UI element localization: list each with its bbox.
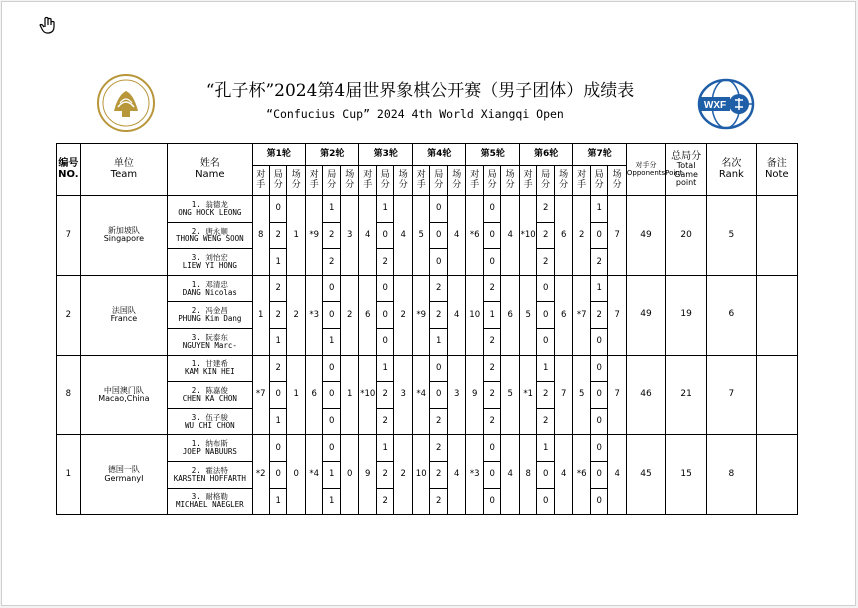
header-r6-sub-2: 局分 — [537, 166, 554, 196]
header-no: 编号 NO. — [57, 144, 81, 196]
header-r2-sub-2: 局分 — [323, 166, 340, 196]
game-score-cell: 0 — [483, 461, 500, 488]
match-score-cell: 2 — [394, 275, 413, 355]
game-score-cell: 2 — [483, 382, 500, 409]
match-score-cell: 7 — [554, 355, 573, 435]
total-cell: 20 — [666, 196, 707, 276]
game-score-cell: 0 — [430, 382, 447, 409]
header-round-1: 第1轮 — [252, 144, 305, 166]
game-score-cell: 0 — [590, 488, 607, 515]
game-score-cell: 2 — [430, 275, 447, 302]
header-team: 单位 Team — [80, 144, 167, 196]
match-score-cell: 7 — [608, 196, 627, 276]
team-number: 2 — [57, 275, 81, 355]
team-number: 1 — [57, 435, 81, 515]
game-score-cell: 0 — [430, 196, 447, 223]
player-name-cn: 3. 伍子骏 — [191, 412, 228, 422]
game-score-cell: 2 — [430, 435, 447, 462]
player-name-cn: 1. 翁德龙 — [191, 199, 228, 209]
rank-cell: 5 — [707, 196, 756, 276]
match-score-cell: 2 — [340, 275, 359, 355]
total-cell: 21 — [666, 355, 707, 435]
wxf-logo — [696, 78, 756, 130]
player-name-cell — [168, 249, 252, 276]
game-score-cell: 1 — [270, 328, 287, 355]
game-score-cell: 2 — [483, 328, 500, 355]
game-score-cell: 0 — [323, 382, 340, 409]
game-score-cell: 2 — [483, 355, 500, 382]
match-score-cell: 4 — [394, 196, 413, 276]
header-r7-sub-2: 局分 — [590, 166, 607, 196]
opponent-cell: *4 — [412, 355, 429, 435]
opponent-cell: *7 — [252, 355, 269, 435]
player-name-cn: 2. 霍法特 — [191, 465, 228, 475]
opponent-cell: 9 — [359, 435, 376, 515]
player-name-en: CHEN KA CHON — [182, 393, 237, 403]
opponent-cell: *9 — [306, 196, 323, 276]
game-score-cell: 2 — [376, 249, 393, 276]
rank-cell: 6 — [707, 275, 756, 355]
player-name-cn: 2. 唐永顺 — [191, 226, 228, 236]
confucius-cup-logo — [96, 73, 156, 133]
match-score-cell: 4 — [501, 435, 520, 515]
match-score-cell: 2 — [394, 435, 413, 515]
game-score-cell: 1 — [270, 408, 287, 435]
game-score-cell: 1 — [376, 355, 393, 382]
team-number: 8 — [57, 355, 81, 435]
game-score-cell: 0 — [323, 408, 340, 435]
header-r2-sub-3: 场分 — [340, 166, 359, 196]
game-score-cell: 2 — [483, 408, 500, 435]
player-name-cell — [168, 382, 252, 409]
game-score-cell: 2 — [537, 249, 554, 276]
game-score-cell: 2 — [430, 302, 447, 329]
player-name-en: LIEW YI HONG — [182, 260, 237, 270]
game-score-cell: 0 — [483, 435, 500, 462]
page-title-en: “Confucius Cup” 2024 4th World Xiangqi Open — [266, 107, 564, 121]
game-score-cell: 1 — [430, 328, 447, 355]
game-score-cell: 2 — [483, 275, 500, 302]
note-cell — [756, 196, 797, 276]
game-score-cell: 2 — [590, 249, 607, 276]
game-score-cell: 2 — [376, 488, 393, 515]
game-score-cell: 0 — [376, 302, 393, 329]
opponent-cell: 1 — [252, 275, 269, 355]
player-name-en: KAM KIN HEI — [184, 367, 235, 377]
header-r7-sub-1: 对手 — [573, 166, 590, 196]
player-name-cn: 3. 刘怡宏 — [191, 253, 228, 263]
player-name-cell — [168, 222, 252, 249]
header-r5-sub-2: 局分 — [483, 166, 500, 196]
game-score-cell: 2 — [270, 355, 287, 382]
player-name-cn: 2. 冯金昌 — [191, 306, 228, 316]
player-name-cn: 1. 甘建希 — [191, 359, 228, 369]
game-score-cell: 2 — [323, 249, 340, 276]
match-score-cell: 4 — [608, 435, 627, 515]
player-name-en: MICHAEL NAEGLER — [175, 500, 244, 510]
game-score-cell: 2 — [376, 461, 393, 488]
team-name-cell — [80, 435, 167, 515]
team-name-cn: 中国澳门队 — [103, 385, 144, 395]
game-score-cell: 2 — [590, 302, 607, 329]
header-r2-sub-1: 对手 — [306, 166, 323, 196]
game-score-cell: 0 — [323, 302, 340, 329]
game-score-cell: 2 — [376, 382, 393, 409]
player-name-cell — [168, 355, 252, 382]
opponent-cell: 6 — [306, 355, 323, 435]
player-name-cell — [168, 328, 252, 355]
game-score-cell: 0 — [590, 355, 607, 382]
header-round-4: 第4轮 — [412, 144, 465, 166]
header-r1-sub-1: 对手 — [252, 166, 269, 196]
opponent-cell: 5 — [519, 275, 536, 355]
header-round-7: 第7轮 — [573, 144, 626, 166]
player-name-cn: 3. 阮泰东 — [191, 332, 228, 342]
team-name-cell — [80, 355, 167, 435]
game-score-cell: 0 — [590, 461, 607, 488]
team-name-cell — [80, 196, 167, 276]
team-name-cn: 新加坡队 — [107, 226, 140, 235]
results-body — [57, 196, 798, 515]
game-score-cell: 1 — [323, 328, 340, 355]
match-score-cell: 7 — [608, 355, 627, 435]
match-score-cell: 1 — [340, 355, 359, 435]
opponents-point-cell: 49 — [626, 275, 665, 355]
table-row — [57, 355, 798, 382]
game-score-cell: 0 — [376, 222, 393, 249]
opponent-cell: 10 — [412, 435, 429, 515]
match-score-cell: 0 — [340, 435, 359, 515]
table-row — [57, 196, 798, 223]
game-score-cell: 2 — [537, 408, 554, 435]
game-score-cell: 0 — [430, 355, 447, 382]
opponent-cell: *3 — [466, 435, 483, 515]
match-score-cell: 1 — [287, 196, 306, 276]
hand-cursor-icon — [38, 16, 58, 36]
game-score-cell: 2 — [376, 408, 393, 435]
header-r4-sub-3: 场分 — [447, 166, 466, 196]
results-table — [56, 143, 798, 515]
opponents-point-cell: 45 — [626, 435, 665, 515]
note-cell — [756, 435, 797, 515]
match-score-cell: 2 — [287, 275, 306, 355]
game-score-cell: 0 — [323, 275, 340, 302]
game-score-cell: 2 — [537, 196, 554, 223]
game-score-cell: 0 — [270, 382, 287, 409]
header-r3-sub-3: 场分 — [394, 166, 413, 196]
game-score-cell: 0 — [270, 461, 287, 488]
game-score-cell: 1 — [376, 196, 393, 223]
player-name-en: KARSTEN HOFFARTH — [173, 473, 246, 483]
team-name-cn: 法国队 — [111, 305, 136, 315]
player-name-en: THONG WENG SOON — [175, 234, 244, 244]
game-score-cell: 0 — [483, 249, 500, 276]
header-note: 备注 Note — [756, 144, 797, 196]
player-name-cn: 3. 耐格勒 — [191, 492, 228, 502]
game-score-cell: 0 — [483, 222, 500, 249]
opponent-cell: *6 — [573, 435, 590, 515]
game-score-cell: 0 — [537, 461, 554, 488]
header-r3-sub-1: 对手 — [359, 166, 376, 196]
game-score-cell: 1 — [483, 302, 500, 329]
game-score-cell: 1 — [323, 461, 340, 488]
game-score-cell: 1 — [270, 488, 287, 515]
team-name-en: France — [110, 314, 138, 324]
header-r1-sub-3: 场分 — [287, 166, 306, 196]
total-cell: 15 — [666, 435, 707, 515]
header-round-3: 第3轮 — [359, 144, 412, 166]
game-score-cell: 2 — [323, 222, 340, 249]
player-name-cell — [168, 461, 252, 488]
header-round-2: 第2轮 — [306, 144, 359, 166]
game-score-cell: 0 — [590, 222, 607, 249]
match-score-cell: 4 — [447, 435, 466, 515]
game-score-cell: 0 — [537, 302, 554, 329]
team-name-cell — [80, 275, 167, 355]
rank-cell: 8 — [707, 435, 756, 515]
game-score-cell: 2 — [270, 302, 287, 329]
team-number: 7 — [57, 196, 81, 276]
total-cell: 19 — [666, 275, 707, 355]
player-name-en: NGUYEN Marc- — [182, 340, 237, 350]
header-opponents-point: 对手分 OpponentsPoint — [626, 144, 665, 196]
header-name: 姓名 Name — [168, 144, 252, 196]
game-score-cell: 1 — [590, 275, 607, 302]
opponents-point-cell: 49 — [626, 196, 665, 276]
game-score-cell: 0 — [590, 408, 607, 435]
opponent-cell: *7 — [573, 275, 590, 355]
header-r4-sub-1: 对手 — [412, 166, 429, 196]
header-round-6: 第6轮 — [519, 144, 572, 166]
player-name-cell — [168, 302, 252, 329]
match-score-cell: 6 — [501, 275, 520, 355]
note-cell — [756, 355, 797, 435]
match-score-cell: 4 — [501, 196, 520, 276]
game-score-cell: 1 — [537, 435, 554, 462]
match-score-cell: 7 — [608, 275, 627, 355]
opponent-cell: 5 — [412, 196, 429, 276]
game-score-cell: 0 — [483, 196, 500, 223]
game-score-cell: 0 — [537, 328, 554, 355]
player-name-en: ONG HOCK LEONG — [178, 207, 242, 217]
match-score-cell: 3 — [447, 355, 466, 435]
opponent-cell: *4 — [306, 435, 323, 515]
header-r7-sub-3: 场分 — [608, 166, 627, 196]
game-score-cell: 2 — [537, 382, 554, 409]
game-score-cell: 0 — [590, 328, 607, 355]
wxf-logo-text: WXF — [703, 100, 727, 111]
opponent-cell: 10 — [466, 275, 483, 355]
game-score-cell: 2 — [270, 222, 287, 249]
game-score-cell: 0 — [376, 275, 393, 302]
team-name-en: Singapore — [103, 234, 145, 244]
player-name-cell — [168, 275, 252, 302]
game-score-cell: 0 — [376, 328, 393, 355]
table-row — [57, 435, 798, 462]
game-score-cell: 0 — [537, 275, 554, 302]
player-name-cell — [168, 435, 252, 462]
game-score-cell: 0 — [483, 488, 500, 515]
game-score-cell: 1 — [590, 196, 607, 223]
player-name-cn: 1. 纳布斯 — [191, 439, 228, 449]
player-name-en: JOEP NABUURS — [182, 447, 237, 457]
game-score-cell: 1 — [270, 249, 287, 276]
game-score-cell: 0 — [270, 196, 287, 223]
opponent-cell: *9 — [412, 275, 429, 355]
game-score-cell: 0 — [270, 435, 287, 462]
match-score-cell: 4 — [447, 196, 466, 276]
header-rank: 名次 Rank — [707, 144, 756, 196]
header-r6-sub-3: 场分 — [554, 166, 573, 196]
opponent-cell: *2 — [252, 435, 269, 515]
table-row — [57, 275, 798, 302]
player-name-en: PHUNG Kim Dang — [178, 314, 242, 324]
header-round-5: 第5轮 — [466, 144, 519, 166]
header-r6-sub-1: 对手 — [519, 166, 536, 196]
opponent-cell: 8 — [519, 435, 536, 515]
header-r5-sub-3: 场分 — [501, 166, 520, 196]
opponent-cell: *3 — [306, 275, 323, 355]
header-r5-sub-1: 对手 — [466, 166, 483, 196]
opponent-cell: 6 — [359, 275, 376, 355]
match-score-cell: 6 — [554, 275, 573, 355]
game-score-cell: 1 — [323, 488, 340, 515]
page-title-cn: “孔子杯”2024第4届世界象棋公开赛（男子团体）成绩表 — [205, 81, 635, 101]
opponents-point-cell: 46 — [626, 355, 665, 435]
game-score-cell: 0 — [430, 249, 447, 276]
match-score-cell: 6 — [554, 196, 573, 276]
player-name-cn: 2. 陈嘉俊 — [191, 386, 228, 396]
opponent-cell: 4 — [359, 196, 376, 276]
player-name-cell — [168, 488, 252, 515]
game-score-cell: 2 — [270, 275, 287, 302]
opponent-cell: *10 — [359, 355, 376, 435]
opponent-cell: 9 — [466, 355, 483, 435]
team-name-cn: 德国一队 — [107, 465, 140, 475]
header-total: 总局分 Total Game point — [666, 144, 707, 196]
game-score-cell: 0 — [323, 355, 340, 382]
game-score-cell: 2 — [430, 461, 447, 488]
team-name-en: GermanyI — [104, 473, 144, 483]
game-score-cell: 1 — [376, 435, 393, 462]
game-score-cell: 0 — [537, 488, 554, 515]
rank-cell: 7 — [707, 355, 756, 435]
match-score-cell: 4 — [447, 275, 466, 355]
game-score-cell: 0 — [590, 382, 607, 409]
opponent-cell: *10 — [519, 196, 536, 276]
opponent-cell: *1 — [519, 355, 536, 435]
note-cell — [756, 275, 797, 355]
game-score-cell: 2 — [537, 222, 554, 249]
game-score-cell: 1 — [537, 355, 554, 382]
match-score-cell: 3 — [340, 196, 359, 276]
opponent-cell: 2 — [573, 196, 590, 276]
player-name-cell — [168, 196, 252, 223]
game-score-cell: 0 — [430, 222, 447, 249]
game-score-cell: 2 — [430, 408, 447, 435]
opponent-cell: *6 — [466, 196, 483, 276]
header-r4-sub-2: 局分 — [430, 166, 447, 196]
game-score-cell: 0 — [323, 435, 340, 462]
player-name-cn: 1. 邓清忠 — [191, 279, 228, 289]
match-score-cell: 4 — [554, 435, 573, 515]
opponent-cell: 8 — [252, 196, 269, 276]
game-score-cell: 0 — [590, 435, 607, 462]
player-name-en: DANG Nicolas — [182, 287, 237, 297]
game-score-cell: 2 — [430, 488, 447, 515]
match-score-cell: 5 — [501, 355, 520, 435]
match-score-cell: 3 — [394, 355, 413, 435]
player-name-en: WU CHI CHON — [184, 420, 235, 430]
player-name-cell — [168, 408, 252, 435]
match-score-cell: 0 — [287, 435, 306, 515]
opponent-cell: 5 — [573, 355, 590, 435]
game-score-cell: 1 — [323, 196, 340, 223]
header-r1-sub-2: 局分 — [270, 166, 287, 196]
header-r3-sub-2: 局分 — [376, 166, 393, 196]
team-name-en: Macao,China — [98, 393, 150, 403]
match-score-cell: 1 — [287, 355, 306, 435]
